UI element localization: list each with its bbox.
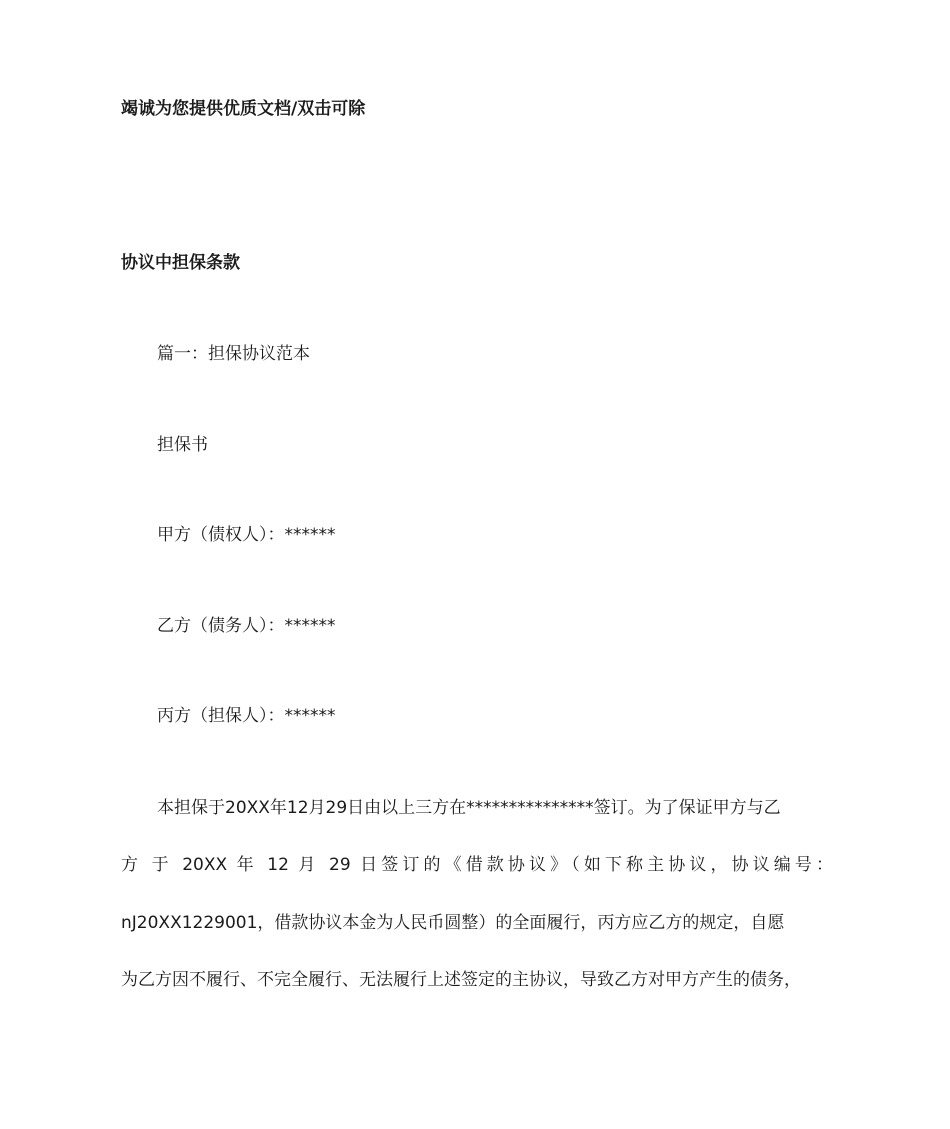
body-paragraph-line: 本担保于20XX年12月29日由以上三方在***************签订。为了保证甲方与乙 xyxy=(157,798,781,818)
party-guarantor: 丙方（担保人）：****** xyxy=(157,706,336,726)
document-title: 协议中担保条款 xyxy=(121,253,240,273)
body-paragraph-line: 方 于 20XX 年 12 月 29 日签订的《借款协议》（如下称主协议，协议编号： xyxy=(121,855,833,875)
party-creditor: 甲方（债权人）：****** xyxy=(157,525,336,545)
header-note: 竭诚为您提供优质文档/双击可除 xyxy=(121,99,366,119)
subtitle: 担保书 xyxy=(157,435,208,455)
body-paragraph-line: 为乙方因不履行、不完全履行、无法履行上述签定的主协议，导致乙方对甲方产生的债务， xyxy=(121,970,801,990)
party-debtor: 乙方（债务人）：****** xyxy=(157,616,336,636)
section-heading: 篇一：担保协议范本 xyxy=(157,344,310,364)
body-paragraph-line: nJ20XX1229001，借款协议本金为人民币圆整）的全面履行，丙方应乙方的规定，自愿 xyxy=(121,913,785,933)
